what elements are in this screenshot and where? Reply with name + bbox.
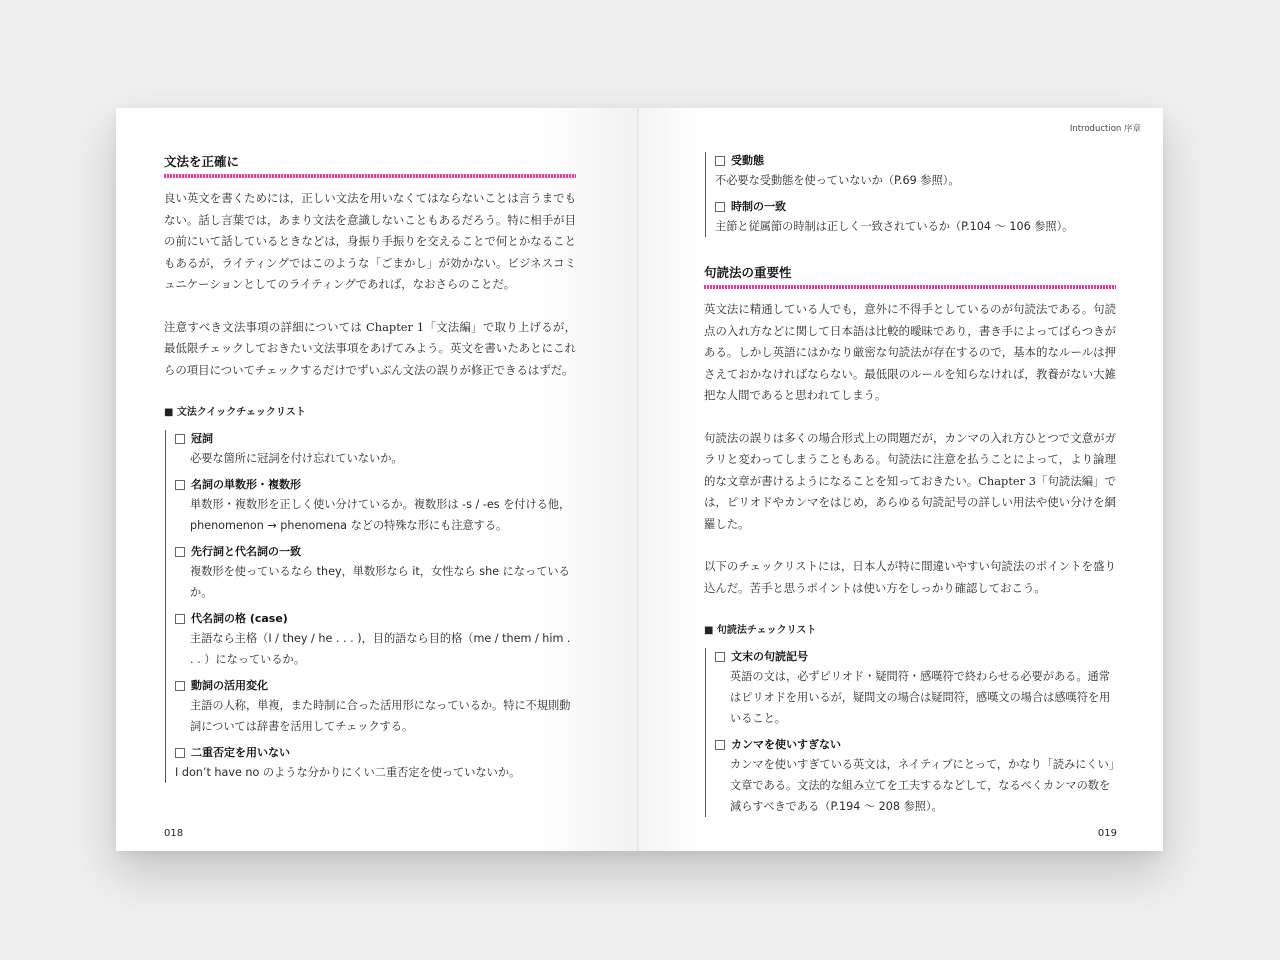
item-title: 代名詞の格 (case) — [191, 612, 288, 625]
item-title: 動詞の活用変化 — [191, 679, 268, 692]
checkbox-icon — [715, 202, 725, 212]
item-description: 英語の文は，必ずピリオド・疑問符・感嘆符で終わらせる必要がある。通常はピリオドを用いるが，疑問文の場合は疑問符，感嘆文の場合は感嘆符を用いること。 — [730, 670, 1111, 725]
right-page — [639, 108, 1163, 851]
paragraph: 句読法の誤りは多くの場合形式上の問題だが，カンマの入れ方ひとつで文意がガラリと変わってしまうこともある。句読法に注意を払うことによって，より論理的な文章が書けるようになることを知っておきたい。Chapter 3「句読法編」では，ピリオドやカンマをはじめ，あらゆる句読記号の詳しい用法や使い分けを網羅した。 — [704, 430, 1116, 531]
left-page — [116, 108, 639, 851]
section-title-grammar — [164, 152, 576, 174]
checklist-heading: ■ 句読法チェックリスト — [704, 625, 817, 636]
checklist-heading: ■ 文法クイックチェックリスト — [164, 407, 306, 418]
checkbox-icon — [715, 652, 725, 662]
item-title: 時制の一致 — [731, 200, 786, 213]
checkbox-icon — [715, 740, 725, 750]
item-description: カンマを使いすぎている英文は，ネイティブにとって，かなり「読みにくい」文章である。文法的な組み立てを工夫するなどして，なるべくカンマの数を減らすべきである（P.194 〜 208 参照）。 — [730, 758, 1115, 813]
checklist-item — [175, 677, 576, 737]
page-number: 019 — [1097, 828, 1117, 839]
running-header: Introduction 序章 — [1069, 124, 1141, 134]
item-title: 文末の句読記号 — [731, 650, 808, 663]
section-title-text: 文法を正確に — [164, 154, 240, 169]
item-title: 名詞の単数形・複数形 — [191, 478, 301, 491]
item-description: 複数形を使っているなら they，単数形なら it，女性なら she になっているか。 — [190, 565, 570, 599]
checklist-item — [175, 610, 576, 670]
paragraph: 以下のチェックリストには，日本人が特に間違いやすい句読法のポイントを盛り込んだ。苦手と思うポイントは使い方をしっかり確認しておこう。 — [704, 559, 1116, 595]
section-title-punctuation — [704, 263, 1116, 285]
item-title: 先行詞と代名詞の一致 — [191, 545, 301, 558]
right-page-content — [704, 152, 1116, 817]
item-title: 二重否定を用いない — [191, 746, 290, 759]
checkbox-icon — [175, 480, 185, 490]
item-description: I don’t have no のような分かりにくい二重否定を使っていないか。 — [175, 766, 521, 779]
left-page-content — [164, 152, 576, 783]
checkbox-icon — [715, 156, 725, 166]
paragraph: 英文法に精通している人でも，意外に不得手としているのが句読法である。句読点の入れ方などに関して日本語は比較的曖昧であり，書き手によってばらつきがある。しかし英語にはかなり厳密な句読法が存在するので，基本的なルールは押さえておかなければならない。最低限のルールを知らなければ，教養がない大雑把な人間であると思われてしまう。 — [704, 302, 1116, 402]
checkbox-icon — [175, 681, 185, 691]
checkbox-icon — [175, 547, 185, 557]
item-description: 単数形・複数形を正しく使い分けているか。複数形は -s / -es を付ける他，phenomenon → phenomena などの特殊な形にも注意する。 — [190, 498, 571, 532]
item-description: 主節と従属節の時制は正しく一致されているか（P.104 〜 106 参照）。 — [715, 220, 1074, 233]
checklist-item — [715, 736, 1116, 817]
grammar-checklist — [165, 430, 576, 783]
item-title: 受動態 — [731, 154, 764, 167]
checkbox-icon — [175, 614, 185, 624]
checklist-item — [715, 198, 1116, 237]
checklist-item — [175, 476, 576, 536]
checklist-item — [715, 152, 1116, 191]
checklist-item — [715, 648, 1116, 729]
checkbox-icon — [175, 434, 185, 444]
grammar-checklist-continued — [705, 152, 1116, 237]
item-description: 主語なら主格（I / they / he . . . )，目的語なら目的格（me / them / him . . . ）になっているか。 — [190, 632, 571, 666]
item-description: 主語の人称，単複，また時制に合った活用形になっているか。特に不規則動詞については辞書を活用してチェックする。 — [190, 699, 571, 733]
book-spread — [116, 108, 1163, 851]
page-number: 018 — [164, 828, 184, 839]
section-title-text: 句読法の重要性 — [704, 265, 792, 280]
item-description: 不必要な受動態を使っていないか（P.69 参照）。 — [715, 174, 960, 187]
checkbox-icon — [175, 748, 185, 758]
item-description: 必要な箇所に冠詞を付け忘れていないか。 — [190, 452, 403, 465]
item-title: 冠詞 — [191, 432, 213, 445]
paragraph: 注意すべき文法事項の詳細については Chapter 1「文法編」で取り上げるが，最低限チェックしておきたい文法事項をあげてみよう。英文を書いたあとにこれらの項目についてチェックするだけでずいぶん文法の誤りが修正できるはずだ。 — [164, 319, 576, 377]
checklist-item — [175, 430, 576, 469]
checklist-item — [175, 744, 576, 783]
item-title: カンマを使いすぎない — [731, 738, 841, 751]
punctuation-checklist — [705, 648, 1116, 817]
paragraph: 良い英文を書くためには，正しい文法を用いなくてはならないことは言うまでもない。話し言葉では，あまり文法を意識しないこともあるだろう。特に相手が目の前にいて話しているときなどは，身振り手振りを交えることで何とかなることもあるが，ライティングではこのような「ごまかし」が効かない。ビジネスコミュニケーションとしてのライティングであれば，なおさらのことだ。 — [164, 191, 576, 291]
checklist-item — [175, 543, 576, 603]
